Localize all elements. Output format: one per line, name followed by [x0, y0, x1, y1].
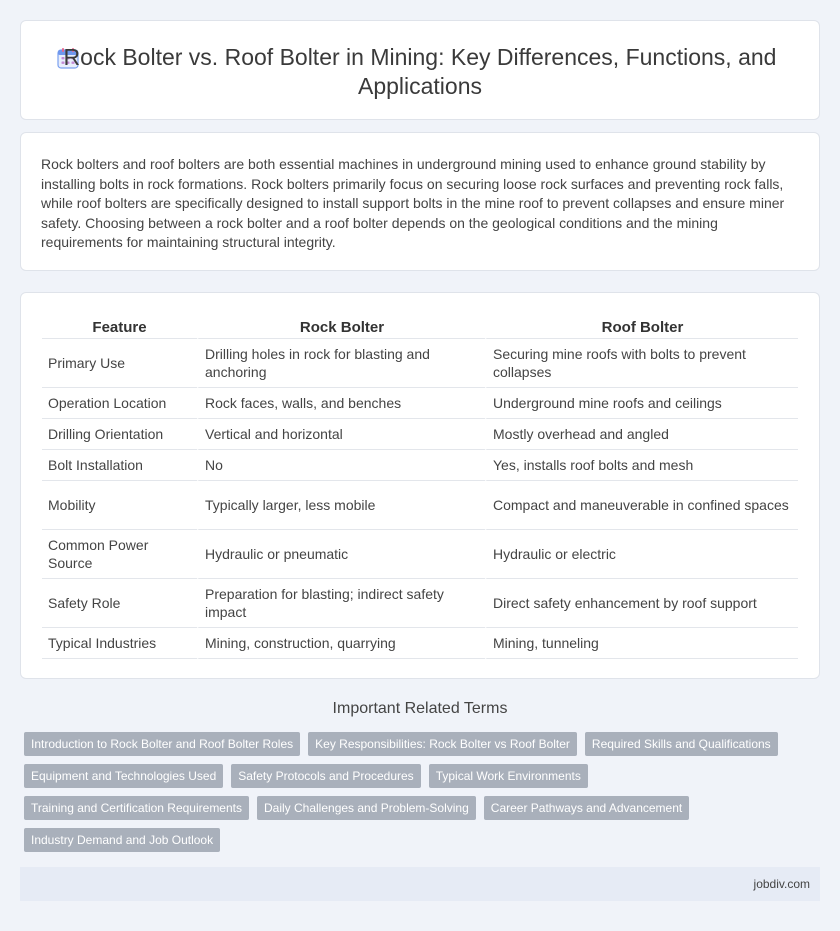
feature-cell: Mobility: [42, 481, 197, 530]
rock-bolter-cell: Vertical and horizontal: [197, 419, 485, 450]
intro-card: [20, 132, 820, 271]
footer-site-link[interactable]: jobdiv.com: [753, 877, 810, 891]
table-row: [42, 530, 798, 579]
related-term-tag[interactable]: Industry Demand and Job Outlook: [24, 828, 220, 852]
footer: [20, 867, 820, 901]
feature-cell: Typical Industries: [42, 628, 197, 659]
intro-paragraph: Rock bolters and roof bolters are both essential machines in underground mining used to enhance ground stability by installing bolts in rock formations. Rock bolters primarily focus on securing loose rock surfaces and preventing rock falls, while roof bolters are specifically designed to install support bolts in the mine roof to prevent collapses and ensure miner safety. Choosing between a rock bolter and a roof bolter depends on the geological conditions and the mining requirements for maintaining structural integrity.: [41, 156, 785, 250]
feature-cell: Safety Role: [42, 579, 197, 628]
related-term-tag[interactable]: Daily Challenges and Problem-Solving: [257, 796, 476, 820]
comparison-card: [20, 292, 820, 679]
related-term-tag[interactable]: Introduction to Rock Bolter and Roof Bolter Roles: [24, 732, 300, 756]
roof-bolter-cell: Mostly overhead and angled: [485, 419, 798, 450]
related-term-tag[interactable]: Required Skills and Qualifications: [585, 732, 778, 756]
related-term-tag[interactable]: Typical Work Environments: [429, 764, 588, 788]
page-title: Rock Bolter vs. Roof Bolter in Mining: Key Differences, Functions, and Applications: [63, 44, 777, 99]
rock-bolter-cell: No: [197, 450, 485, 481]
related-term-tag[interactable]: Key Responsibilities: Rock Bolter vs Roof Bolter: [308, 732, 577, 756]
related-terms-list: [24, 732, 814, 860]
feature-cell: Common Power Source: [42, 530, 197, 579]
roof-bolter-cell: Securing mine roofs with bolts to prevent collapses: [485, 339, 798, 388]
feature-cell: Bolt Installation: [42, 450, 197, 481]
roof-bolter-cell: Yes, installs roof bolts and mesh: [485, 450, 798, 481]
table-row: [42, 579, 798, 628]
rock-bolter-cell: Hydraulic or pneumatic: [197, 530, 485, 579]
table-row: [42, 339, 798, 388]
column-header-rock-bolter: Rock Bolter: [197, 315, 485, 339]
roof-bolter-cell: Hydraulic or electric: [485, 530, 798, 579]
related-terms-heading: Important Related Terms: [332, 700, 508, 717]
rock-bolter-cell: Mining, construction, quarrying: [197, 628, 485, 659]
table-row: [42, 419, 798, 450]
roof-bolter-cell: Compact and maneuverable in confined spaces: [485, 481, 798, 530]
column-header-roof-bolter: Roof Bolter: [485, 315, 798, 339]
rock-bolter-cell: Preparation for blasting; indirect safety impact: [197, 579, 485, 628]
rock-bolter-cell: Typically larger, less mobile: [197, 481, 485, 530]
rock-bolter-cell: Drilling holes in rock for blasting and anchoring: [197, 339, 485, 388]
roof-bolter-cell: Mining, tunneling: [485, 628, 798, 659]
table-row: [42, 628, 798, 659]
table-row: [42, 481, 798, 530]
rock-bolter-cell: Rock faces, walls, and benches: [197, 388, 485, 419]
related-term-tag[interactable]: Safety Protocols and Procedures: [231, 764, 420, 788]
table-header-row: [42, 315, 798, 339]
roof-bolter-cell: Direct safety enhancement by roof support: [485, 579, 798, 628]
table-row: [42, 450, 798, 481]
feature-cell: Drilling Orientation: [42, 419, 197, 450]
roof-bolter-cell: Underground mine roofs and ceilings: [485, 388, 798, 419]
related-term-tag[interactable]: Training and Certification Requirements: [24, 796, 249, 820]
comparison-table: [42, 315, 798, 659]
title-card: [20, 20, 820, 120]
column-header-feature: Feature: [42, 315, 197, 339]
related-term-tag[interactable]: Career Pathways and Advancement: [484, 796, 689, 820]
related-term-tag[interactable]: Equipment and Technologies Used: [24, 764, 223, 788]
feature-cell: Operation Location: [42, 388, 197, 419]
table-row: [42, 388, 798, 419]
feature-cell: Primary Use: [42, 339, 197, 388]
